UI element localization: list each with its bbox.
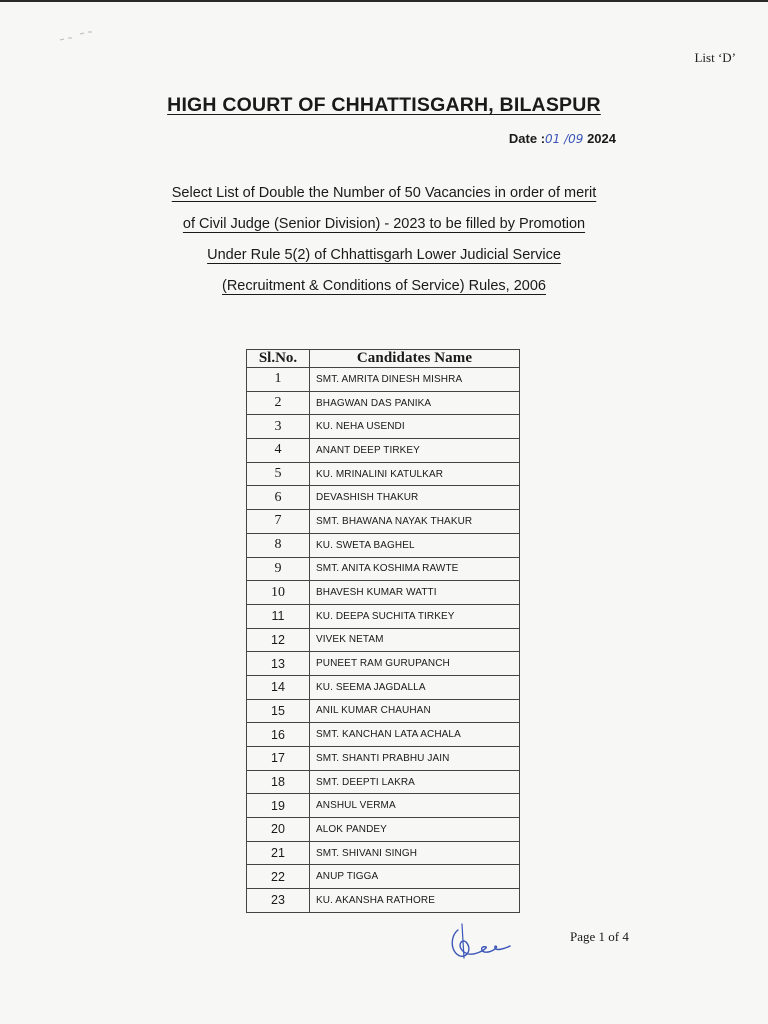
- candidate-name-cell: VIVEK NETAM: [310, 628, 520, 652]
- scan-smudge-mark: [58, 30, 98, 44]
- subtitle-line: Select List of Double the Number of 50 Vacancies in order of merit: [171, 185, 597, 201]
- serial-number-cell: 10: [247, 581, 310, 605]
- table-row: [247, 794, 520, 818]
- table-row: [247, 415, 520, 439]
- candidate-name-cell: PUNEET RAM GURUPANCH: [310, 652, 520, 676]
- candidate-name-cell: KU. NEHA USENDI: [310, 415, 520, 439]
- date-label: Date :: [508, 131, 546, 146]
- document-title: HIGH COURT OF CHHATTISGARH, BILASPUR: [167, 94, 601, 116]
- candidate-name-cell: ANANT DEEP TIRKEY: [310, 439, 520, 463]
- serial-number-cell: 5: [247, 462, 310, 486]
- table-row: [247, 818, 520, 842]
- table-row: [247, 723, 520, 747]
- candidate-name-cell: SMT. DEEPTI LAKRA: [310, 770, 520, 794]
- serial-number-cell: 14: [247, 675, 310, 699]
- signature-icon: [444, 918, 516, 964]
- candidate-name-cell: SMT. AMRITA DINESH MISHRA: [310, 368, 520, 392]
- candidate-name-cell: ANIL KUMAR CHAUHAN: [310, 699, 520, 723]
- table-row: [247, 675, 520, 699]
- candidate-name-cell: KU. SEEMA JAGDALLA: [310, 675, 520, 699]
- table-row: [247, 439, 520, 463]
- serial-number-cell: 2: [247, 391, 310, 415]
- candidate-name-cell: BHAGWAN DAS PANIKA: [310, 391, 520, 415]
- merit-list-table: [246, 349, 520, 913]
- candidate-name-cell: SMT. SHANTI PRABHU JAIN: [310, 747, 520, 771]
- subtitle-line: (Recruitment & Conditions of Service) Rules, 2006: [222, 278, 546, 294]
- serial-number-cell: 8: [247, 533, 310, 557]
- list-label: List ‘D’: [694, 50, 736, 65]
- serial-number-cell: 23: [247, 889, 310, 913]
- serial-number-cell: 15: [247, 699, 310, 723]
- table-row: [247, 865, 520, 889]
- serial-number-cell: 17: [247, 747, 310, 771]
- candidate-name-cell: SMT. SHIVANI SINGH: [310, 841, 520, 865]
- serial-number-cell: 12: [247, 628, 310, 652]
- merit-list-body: [247, 368, 520, 913]
- table-row: [247, 557, 520, 581]
- serial-number-cell: 1: [247, 368, 310, 392]
- table-row: [247, 770, 520, 794]
- serial-number-cell: 21: [247, 841, 310, 865]
- candidate-name-cell: SMT. ANITA KOSHIMA RAWTE: [310, 557, 520, 581]
- candidate-name-cell: SMT. BHAWANA NAYAK THAKUR: [310, 510, 520, 534]
- serial-number-cell: 3: [247, 415, 310, 439]
- page-number: Page 1 of 4: [570, 929, 629, 944]
- serial-number-cell: 18: [247, 770, 310, 794]
- candidate-name-cell: KU. AKANSHA RATHORE: [310, 889, 520, 913]
- candidate-name-cell: KU. DEEPA SUCHITA TIRKEY: [310, 604, 520, 628]
- table-row: [247, 604, 520, 628]
- serial-number-cell: 9: [247, 557, 310, 581]
- serial-number-cell: 22: [247, 865, 310, 889]
- table-row: [247, 581, 520, 605]
- candidate-name-cell: ANUP TIGGA: [310, 865, 520, 889]
- serial-number-cell: 20: [247, 818, 310, 842]
- table-header-row: [247, 350, 520, 368]
- candidate-name-cell: KU. SWETA BAGHEL: [310, 533, 520, 557]
- serial-number-cell: 16: [247, 723, 310, 747]
- scan-edge-line: [0, 0, 768, 2]
- handwritten-date: 01 /09: [545, 132, 584, 146]
- serial-number-cell: 7: [247, 510, 310, 534]
- table-row: [247, 462, 520, 486]
- candidate-name-cell: ANSHUL VERMA: [310, 794, 520, 818]
- table-row: [247, 391, 520, 415]
- candidate-name-cell: BHAVESH KUMAR WATTI: [310, 581, 520, 605]
- table-row: [247, 533, 520, 557]
- subtitle-line: Under Rule 5(2) of Chhattisgarh Lower Judicial Service: [207, 247, 561, 263]
- table-row: [247, 628, 520, 652]
- candidate-name-header: Candidates Name: [310, 350, 520, 368]
- table-row: [247, 699, 520, 723]
- date-line: [509, 131, 616, 146]
- table-row: [247, 368, 520, 392]
- serial-number-cell: 13: [247, 652, 310, 676]
- document-subtitle: [0, 178, 768, 302]
- candidate-name-cell: KU. MRINALINI KATULKAR: [310, 462, 520, 486]
- serial-number-header: Sl.No.: [247, 350, 310, 368]
- candidate-name-cell: DEVASHISH THAKUR: [310, 486, 520, 510]
- serial-number-cell: 4: [247, 439, 310, 463]
- candidate-name-cell: SMT. KANCHAN LATA ACHALA: [310, 723, 520, 747]
- table-row: [247, 841, 520, 865]
- table-row: [247, 889, 520, 913]
- table-row: [247, 652, 520, 676]
- table-row: [247, 747, 520, 771]
- serial-number-cell: 19: [247, 794, 310, 818]
- serial-number-cell: 6: [247, 486, 310, 510]
- date-year: 2024: [583, 131, 616, 146]
- table-row: [247, 510, 520, 534]
- table-row: [247, 486, 520, 510]
- subtitle-line: of Civil Judge (Senior Division) - 2023 to be filled by Promotion: [182, 216, 586, 232]
- serial-number-cell: 11: [247, 604, 310, 628]
- candidate-name-cell: ALOK PANDEY: [310, 818, 520, 842]
